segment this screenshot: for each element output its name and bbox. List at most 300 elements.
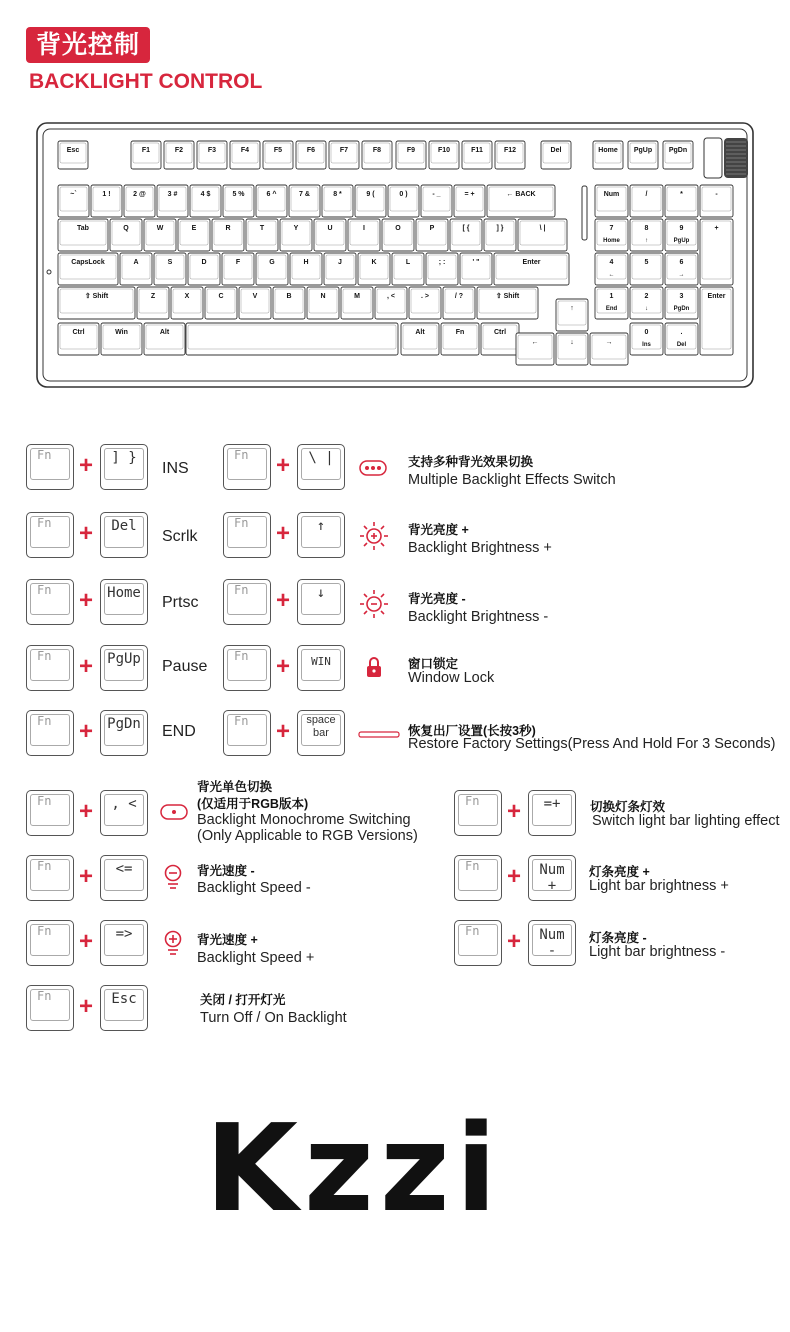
- svg-text:5: 5: [644, 259, 649, 266]
- key-home-row: [58, 253, 118, 285]
- brightness-up-cn: 背光亮度 +: [408, 523, 469, 537]
- svg-text:← BACK: ← BACK: [506, 191, 536, 198]
- plus-sign: +: [78, 718, 93, 745]
- key-f9: [396, 141, 426, 169]
- result-label: END: [162, 723, 196, 740]
- fn-key: Fn: [223, 512, 271, 558]
- numpad-key: [700, 219, 733, 285]
- svg-text:Alt: Alt: [159, 329, 170, 336]
- svg-text:0 ): 0 ): [399, 191, 408, 198]
- key-bottom-row: [144, 323, 185, 355]
- lightbar-effect-en: Switch light bar lighting effect: [592, 813, 780, 829]
- key-num-row: [91, 185, 122, 217]
- svg-text:PgDn: PgDn: [673, 306, 690, 312]
- svg-text:K: K: [371, 259, 377, 266]
- svg-text:U: U: [327, 225, 333, 232]
- svg-text:0: 0: [644, 329, 649, 336]
- window-lock-en: Window Lock: [408, 670, 495, 686]
- svg-text:F9: F9: [406, 147, 416, 154]
- svg-text:F3: F3: [207, 147, 217, 154]
- svg-text:2 @: 2 @: [133, 191, 146, 198]
- svg-text:R: R: [225, 225, 231, 232]
- svg-text:O: O: [395, 225, 401, 232]
- key-num-row: [421, 185, 452, 217]
- numpad-key: [595, 185, 628, 217]
- key-num-row: [190, 185, 221, 217]
- fn-key: Fn: [26, 855, 74, 901]
- key-f1: [131, 141, 161, 169]
- key-bottom-row: [101, 323, 142, 355]
- svg-text:F: F: [235, 259, 241, 266]
- svg-text:2: 2: [644, 293, 649, 300]
- section-title-cn: 背光控制: [26, 27, 150, 63]
- key-shift-row: [375, 287, 407, 319]
- fn-key: Fn: [26, 920, 74, 966]
- svg-text:J: J: [338, 259, 342, 266]
- svg-text:5 %: 5 %: [232, 191, 245, 198]
- svg-text:- _: - _: [432, 191, 441, 198]
- numpad-key: [595, 219, 628, 251]
- svg-text:D: D: [201, 259, 207, 266]
- plus-sign: +: [78, 993, 93, 1020]
- svg-text:= +: = +: [464, 191, 475, 198]
- brightness-down-en: Backlight Brightness -: [408, 609, 549, 625]
- spacebar: [186, 323, 398, 355]
- numpad-key: [700, 185, 733, 217]
- keyboard-diagram: [36, 122, 754, 388]
- key-arrow-left: [516, 333, 554, 365]
- key-home-row: [120, 253, 152, 285]
- svg-text:] }: ] }: [496, 225, 504, 232]
- up-arrow-key: ↑: [297, 512, 345, 558]
- svg-text:4 $: 4 $: [200, 191, 211, 198]
- svg-text:9 (: 9 (: [366, 191, 375, 198]
- lightbar-down-en: Light bar brightness -: [589, 944, 726, 960]
- speed-down-cn: 背光速度 -: [197, 864, 255, 878]
- right-arrow-key: =>: [100, 920, 148, 966]
- effects-icon: [359, 460, 387, 476]
- svg-text:6: 6: [679, 259, 684, 266]
- numpad-key: [665, 253, 698, 285]
- lock-icon: [366, 656, 382, 678]
- mono-switch-cn1: 背光单色切换: [197, 780, 273, 794]
- backlight-toggle-en: Turn Off / On Backlight: [200, 1010, 347, 1026]
- mono-switch-cn2: (仅适用于RGB版本): [197, 797, 309, 811]
- knob-housing: [704, 138, 722, 178]
- key-esc: [58, 141, 88, 169]
- svg-text:A: A: [133, 259, 139, 266]
- key-top-row: [280, 219, 312, 251]
- keyboard-svg: [36, 122, 754, 388]
- plus-sign: +: [78, 928, 93, 955]
- svg-text:Q: Q: [123, 225, 129, 232]
- svg-text:. >: . >: [421, 293, 429, 300]
- key-f7: [329, 141, 359, 169]
- key-shift-row: [443, 287, 475, 319]
- key-f11: [462, 141, 492, 169]
- speed-down-icon: [163, 864, 183, 890]
- svg-text:' ": ' ": [472, 259, 480, 266]
- svg-text:W: W: [156, 225, 164, 232]
- key-del: [541, 141, 571, 169]
- svg-text:Home: Home: [603, 238, 620, 244]
- svg-text:6 ^: 6 ^: [266, 191, 277, 198]
- key-num-row: [322, 185, 353, 217]
- spacebar-icon: [358, 731, 400, 739]
- brand-logo: Kzzi: [205, 1100, 503, 1239]
- fn-key: Fn: [223, 710, 271, 756]
- svg-text:↑: ↑: [645, 238, 648, 244]
- svg-text:F10: F10: [437, 147, 451, 154]
- speed-up-icon: [163, 930, 183, 956]
- svg-text:-: -: [715, 191, 718, 198]
- lightbar-up-en: Light bar brightness +: [589, 878, 729, 894]
- lightbar-down-cn: 灯条亮度 -: [589, 931, 647, 945]
- backlight-toggle-cn: 关闭 / 打开灯光: [200, 993, 286, 1007]
- numpad-key: [665, 219, 698, 251]
- key-shift-row: [171, 287, 203, 319]
- key-top-row: [314, 219, 346, 251]
- numpad-key: [630, 253, 663, 285]
- plus-sign: +: [78, 587, 93, 614]
- svg-text:→: →: [605, 339, 613, 346]
- svg-text:9: 9: [679, 225, 684, 232]
- svg-text:N: N: [320, 293, 326, 300]
- backslash-key: \ |: [297, 444, 345, 490]
- svg-text:[ {: [ {: [462, 225, 470, 232]
- svg-text:8: 8: [644, 225, 649, 232]
- svg-text:F4: F4: [240, 147, 250, 154]
- window-lock-cn: 窗口锁定: [408, 657, 459, 671]
- svg-text:Esc: Esc: [66, 147, 80, 154]
- svg-text:↑: ↑: [570, 305, 574, 312]
- numpad-key: [595, 253, 628, 285]
- key-home-row: [460, 253, 492, 285]
- key-home: [593, 141, 623, 169]
- svg-text:⇧ Shift: ⇧ Shift: [84, 293, 109, 300]
- key-top-row: [58, 219, 108, 251]
- fn-key: Fn: [26, 710, 74, 756]
- fn-key: Fn: [454, 920, 502, 966]
- svg-text:↓: ↓: [570, 339, 574, 346]
- brightness-down-cn: 背光亮度 -: [408, 592, 466, 606]
- numpad-key: [665, 323, 698, 355]
- num-minus-key: Num -: [528, 920, 576, 966]
- svg-text:/ ?: / ?: [454, 293, 464, 300]
- brightness-down-icon: [359, 588, 389, 620]
- equals-key: =+: [528, 790, 576, 836]
- key-shift-row: [477, 287, 538, 319]
- svg-text:\ |: \ |: [539, 225, 546, 232]
- svg-text:P: P: [429, 225, 435, 232]
- svg-text:Enter: Enter: [522, 259, 541, 266]
- numpad-key: [595, 287, 628, 319]
- key-num-row: [355, 185, 386, 217]
- numpad-key: [630, 323, 663, 355]
- svg-text:←: ←: [531, 339, 539, 346]
- svg-text:V: V: [252, 293, 258, 300]
- svg-text:.: .: [680, 329, 683, 336]
- svg-text:S: S: [167, 259, 173, 266]
- numpad-key: [630, 287, 663, 319]
- down-arrow-key: ↓: [297, 579, 345, 625]
- speed-up-cn: 背光速度 +: [197, 933, 258, 947]
- svg-text:Z: Z: [150, 293, 156, 300]
- svg-text:Ctrl: Ctrl: [72, 329, 85, 336]
- num-plus-key: Num +: [528, 855, 576, 901]
- key-f3: [197, 141, 227, 169]
- svg-text:B: B: [286, 293, 292, 300]
- svg-text:→: →: [678, 272, 685, 278]
- svg-text:←: ←: [608, 272, 615, 278]
- factory-reset-cn: 恢复出厂设置(长按3秒): [408, 724, 536, 738]
- svg-text:F11: F11: [471, 147, 483, 154]
- key-shift-row: [205, 287, 237, 319]
- lightbar-up-cn: 灯条亮度 +: [589, 865, 650, 879]
- plus-sign: +: [78, 863, 93, 890]
- key-num-row: [58, 185, 89, 217]
- svg-text:T: T: [259, 225, 265, 232]
- key-f2: [164, 141, 194, 169]
- svg-text:↓: ↓: [645, 306, 648, 312]
- plus-sign: +: [506, 798, 521, 825]
- svg-text:Enter: Enter: [707, 293, 726, 300]
- result-label: INS: [162, 460, 189, 477]
- key-top-row: [450, 219, 482, 251]
- key-f12: [495, 141, 525, 169]
- bracket-key: ] }: [100, 444, 148, 490]
- svg-text:F6: F6: [306, 147, 316, 154]
- fn-key: Fn: [26, 444, 74, 490]
- key-f5: [263, 141, 293, 169]
- key-arrow-up: [556, 299, 588, 331]
- key-f6: [296, 141, 326, 169]
- left-arrow-key: <=: [100, 855, 148, 901]
- svg-text:E: E: [191, 225, 197, 232]
- key-top-row: [144, 219, 176, 251]
- key-arrow-right: [590, 333, 628, 365]
- plus-sign: +: [275, 653, 290, 680]
- plus-sign: +: [275, 587, 290, 614]
- plus-sign: +: [78, 653, 93, 680]
- fn-key: Fn: [454, 790, 502, 836]
- key-bottom-row: [441, 323, 479, 355]
- key-bottom-row: [481, 323, 519, 355]
- svg-text:I: I: [363, 225, 365, 232]
- key-num-row: [256, 185, 287, 217]
- key-top-row: [484, 219, 516, 251]
- svg-text:Win: Win: [115, 329, 128, 336]
- svg-text:Alt: Alt: [415, 329, 425, 336]
- svg-text:1: 1: [609, 293, 614, 300]
- key-top-row: [110, 219, 142, 251]
- fn-key: Fn: [223, 645, 271, 691]
- svg-text:7 &: 7 &: [299, 191, 310, 198]
- result-label: Pause: [162, 658, 208, 675]
- key-num-row: [124, 185, 155, 217]
- key-home-row: [392, 253, 424, 285]
- key-home-row: [426, 253, 458, 285]
- key-home-row: [222, 253, 254, 285]
- plus-sign: +: [506, 863, 521, 890]
- svg-text:Num: Num: [603, 191, 620, 198]
- svg-text:, <: , <: [387, 293, 395, 300]
- mono-switch-icon: [160, 804, 188, 820]
- key-shift-row: [307, 287, 339, 319]
- key-top-row: [212, 219, 244, 251]
- win-key: WIN: [297, 645, 345, 691]
- svg-text:3 #: 3 #: [167, 191, 178, 198]
- key-top-row: [246, 219, 278, 251]
- speed-down-en: Backlight Speed -: [197, 880, 311, 896]
- numpad-key: [665, 185, 698, 217]
- result-label: Prtsc: [162, 594, 199, 611]
- svg-text:Del: Del: [676, 342, 687, 348]
- esc-key: Esc: [100, 985, 148, 1031]
- svg-text:X: X: [184, 293, 190, 300]
- key-top-row: [416, 219, 448, 251]
- svg-text:M: M: [354, 293, 360, 300]
- plus-sign: +: [275, 718, 290, 745]
- effects-cn: 支持多种背光效果切换: [408, 455, 534, 469]
- fn-key: Fn: [26, 512, 74, 558]
- key-f10: [429, 141, 459, 169]
- svg-text:F1: F1: [141, 147, 151, 154]
- pgup-key: PgUp: [100, 645, 148, 691]
- key-top-row: [382, 219, 414, 251]
- svg-text:CapsLock: CapsLock: [71, 259, 105, 266]
- svg-text:F5: F5: [273, 147, 283, 154]
- key-bottom-row: [401, 323, 439, 355]
- svg-text:4: 4: [609, 259, 614, 266]
- svg-text:7: 7: [609, 225, 614, 232]
- key-num-row: [289, 185, 320, 217]
- svg-text:/: /: [645, 191, 648, 198]
- svg-text:F7: F7: [339, 147, 349, 154]
- brightness-up-icon: [359, 520, 389, 552]
- fn-key: Fn: [223, 579, 271, 625]
- key-num-row: [157, 185, 188, 217]
- key-home-row: [358, 253, 390, 285]
- key-shift-row: [409, 287, 441, 319]
- result-label: Scrlk: [162, 528, 198, 545]
- key-shift-row: [273, 287, 305, 319]
- svg-text:Ctrl: Ctrl: [493, 329, 507, 336]
- svg-text:Ins: Ins: [642, 342, 651, 348]
- svg-text:*: *: [680, 191, 683, 198]
- svg-text:Tab: Tab: [77, 225, 89, 232]
- svg-text:PgUp: PgUp: [633, 147, 653, 154]
- svg-text:3: 3: [679, 293, 684, 300]
- mono-switch-en1: Backlight Monochrome Switching: [197, 812, 411, 828]
- key-home-row: [256, 253, 288, 285]
- key-home-row: [154, 253, 186, 285]
- key-home-row: [324, 253, 356, 285]
- fn-key: Fn: [26, 645, 74, 691]
- key-bottom-row: [58, 323, 99, 355]
- key-num-row: [388, 185, 419, 217]
- svg-text:F2: F2: [174, 147, 184, 154]
- key-f4: [230, 141, 260, 169]
- effects-en: Multiple Backlight Effects Switch: [408, 472, 616, 488]
- key-pgdn: [663, 141, 693, 169]
- svg-text:Y: Y: [293, 225, 299, 232]
- key-arrow-down: [556, 333, 588, 365]
- fn-key: Fn: [454, 855, 502, 901]
- svg-text:G: G: [269, 259, 275, 266]
- key-f8: [362, 141, 392, 169]
- svg-text:L: L: [405, 259, 411, 266]
- key-top-row: [518, 219, 567, 251]
- svg-text:Home: Home: [598, 147, 618, 154]
- plus-sign: +: [78, 452, 93, 479]
- lightbar-effect-cn: 切换灯条灯效: [590, 800, 666, 814]
- svg-text:F12: F12: [503, 147, 517, 154]
- key-shift-row: [58, 287, 135, 319]
- svg-text:+: +: [714, 225, 719, 232]
- svg-text:Fn: Fn: [455, 329, 465, 336]
- light-bar: [582, 186, 587, 240]
- numpad-key: [665, 287, 698, 319]
- fn-key: Fn: [223, 444, 271, 490]
- fn-key: Fn: [26, 579, 74, 625]
- factory-reset-en: Restore Factory Settings(Press And Hold For 3 Seconds): [408, 736, 776, 752]
- numpad-key: [700, 287, 733, 355]
- plus-sign: +: [78, 520, 93, 547]
- svg-text:Del: Del: [550, 147, 562, 154]
- numpad-key: [630, 219, 663, 251]
- svg-text:F8: F8: [372, 147, 382, 154]
- numpad-key: [630, 185, 663, 217]
- del-key: Del: [100, 512, 148, 558]
- key-home-row: [188, 253, 220, 285]
- plus-sign: +: [78, 798, 93, 825]
- svg-text:PgUp: PgUp: [673, 238, 690, 244]
- comma-key: , <: [100, 790, 148, 836]
- svg-text:⇧ Shift: ⇧ Shift: [495, 293, 520, 300]
- key-top-row: [178, 219, 210, 251]
- plus-sign: +: [275, 520, 290, 547]
- fn-key: Fn: [26, 790, 74, 836]
- svg-text:PgDn: PgDn: [668, 147, 688, 154]
- svg-text:; :: ; :: [438, 259, 446, 266]
- svg-text:End: End: [605, 306, 618, 312]
- svg-text:C: C: [218, 293, 224, 300]
- key-num-row: [487, 185, 555, 217]
- key-shift-row: [239, 287, 271, 319]
- key-num-row: [454, 185, 485, 217]
- pgdn-key: PgDn: [100, 710, 148, 756]
- key-pgup: [628, 141, 658, 169]
- key-shift-row: [137, 287, 169, 319]
- spacebar-key: space bar: [297, 710, 345, 756]
- plus-sign: +: [275, 452, 290, 479]
- key-top-row: [348, 219, 380, 251]
- key-home-row: [290, 253, 322, 285]
- key-num-row: [223, 185, 254, 217]
- key-shift-row: [341, 287, 373, 319]
- plus-sign: +: [506, 928, 521, 955]
- home-key: Home: [100, 579, 148, 625]
- fn-key: Fn: [26, 985, 74, 1031]
- svg-text:~`: ~`: [70, 191, 77, 198]
- svg-text:H: H: [303, 259, 309, 266]
- speed-up-en: Backlight Speed +: [197, 950, 315, 966]
- svg-text:1 !: 1 !: [102, 191, 111, 198]
- key-home-row: [494, 253, 569, 285]
- mono-switch-en2: (Only Applicable to RGB Versions): [197, 828, 418, 844]
- brightness-up-en: Backlight Brightness +: [408, 540, 552, 556]
